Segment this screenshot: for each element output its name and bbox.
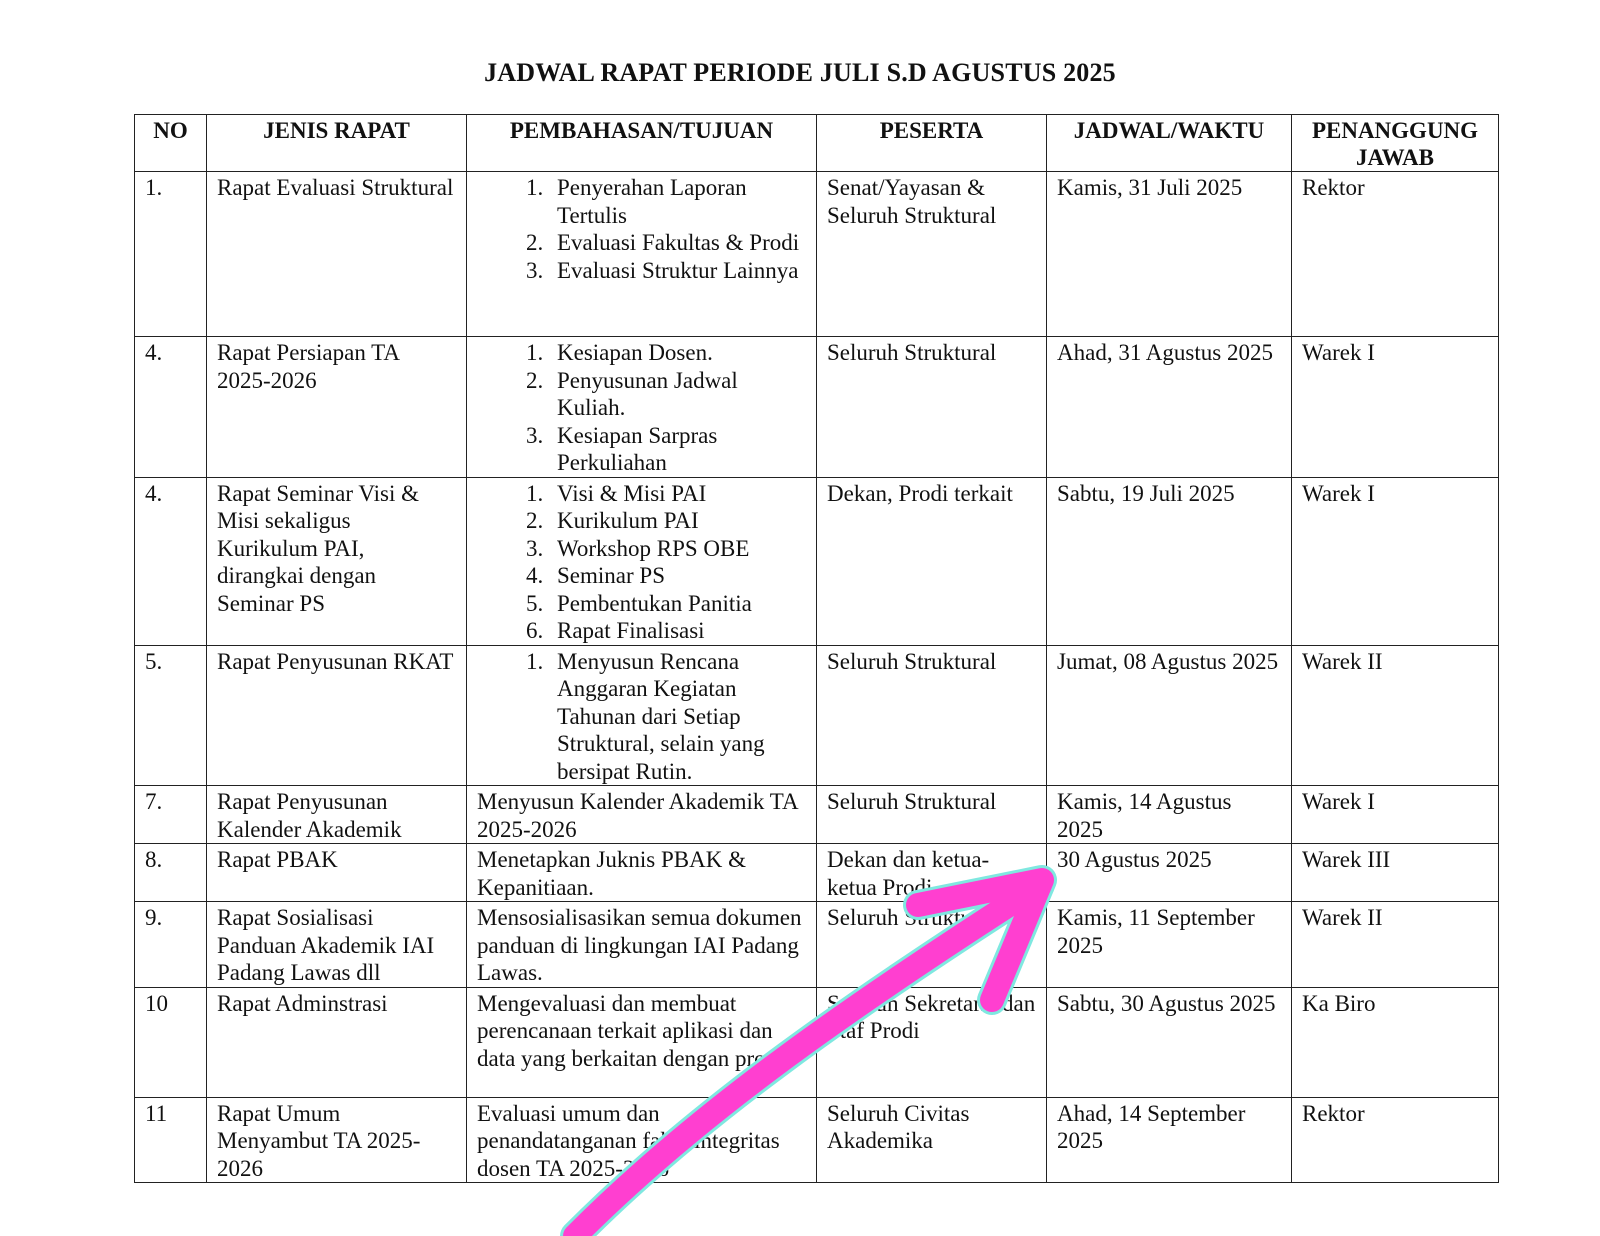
meeting-type: Rapat Umum Menyambut TA 2025-2026 [207, 1097, 467, 1183]
person-in-charge: Warek I [1292, 337, 1499, 478]
agenda-list [477, 480, 806, 645]
row-number: 4. [135, 477, 207, 645]
header-jadwal: JADWAL/WAKTU [1047, 115, 1292, 172]
row-number: 10 [135, 987, 207, 1097]
table-row [135, 902, 1499, 988]
agenda-list [477, 174, 806, 284]
participants: Seluruh Sekretaris dan Staf Prodi [817, 987, 1047, 1097]
agenda-item: 1. Menyusun Rencana Anggaran Kegiatan Tahunan dari Setiap Struktural, selain yang bersipat Rutin. [549, 648, 806, 786]
row-number: 4. [135, 337, 207, 478]
row-number: 5. [135, 645, 207, 786]
schedule-date: Sabtu, 19 Juli 2025 [1047, 477, 1292, 645]
header-peserta: PESERTA [817, 115, 1047, 172]
agenda-item: 2. Kurikulum PAI [549, 507, 806, 535]
participants: Seluruh Struktural [817, 645, 1047, 786]
table-row [135, 337, 1499, 478]
person-in-charge: Rektor [1292, 172, 1499, 337]
meeting-type: Rapat Persiapan TA 2025-2026 [207, 337, 467, 478]
schedule-date: Jumat, 08 Agustus 2025 [1047, 645, 1292, 786]
person-in-charge: Warek III [1292, 844, 1499, 902]
agenda-list [477, 648, 806, 786]
meeting-agenda [467, 337, 817, 478]
agenda-item: 6. Rapat Finalisasi [549, 617, 806, 645]
meeting-agenda [467, 477, 817, 645]
participants: Dekan dan ketua-ketua Prodi [817, 844, 1047, 902]
meeting-type: Rapat PBAK [207, 844, 467, 902]
agenda-item: 1. Visi & Misi PAI [549, 480, 806, 508]
meeting-type: Rapat Seminar Visi & Misi sekaligus Kurikulum PAI, dirangkai dengan Seminar PS [207, 477, 467, 645]
row-number: 7. [135, 786, 207, 844]
person-in-charge: Warek I [1292, 477, 1499, 645]
person-in-charge: Warek I [1292, 786, 1499, 844]
participants: Dekan, Prodi terkait [817, 477, 1047, 645]
table-row [135, 987, 1499, 1097]
participants: Seluruh Struktural [817, 337, 1047, 478]
meeting-agenda: Evaluasi umum dan penandatanganan fakta integritas dosen TA 2025-2026 [467, 1097, 817, 1183]
agenda-item: 2. Penyusunan Jadwal Kuliah. [549, 367, 806, 422]
header-no: NO [135, 115, 207, 172]
schedule-date: 30 Agustus 2025 [1047, 844, 1292, 902]
meeting-type: Rapat Sosialisasi Panduan Akademik IAI Padang Lawas dll [207, 902, 467, 988]
participants: Senat/Yayasan & Seluruh Struktural [817, 172, 1047, 337]
table-row [135, 172, 1499, 337]
meeting-schedule-table [134, 114, 1499, 1183]
meeting-agenda: Mensosialisasikan semua dokumen panduan di lingkungan IAI Padang Lawas. [467, 902, 817, 988]
table-row [135, 1097, 1499, 1183]
agenda-item: 5. Pembentukan Panitia [549, 590, 806, 618]
row-number: 1. [135, 172, 207, 337]
table-row [135, 477, 1499, 645]
schedule-date: Ahad, 31 Agustus 2025 [1047, 337, 1292, 478]
schedule-date: Ahad, 14 September 2025 [1047, 1097, 1292, 1183]
agenda-item: 3. Workshop RPS OBE [549, 535, 806, 563]
meeting-agenda: Menyusun Kalender Akademik TA 2025-2026 [467, 786, 817, 844]
header-pembahasan: PEMBAHASAN/TUJUAN [467, 115, 817, 172]
schedule-date: Kamis, 11 September 2025 [1047, 902, 1292, 988]
agenda-item: 3. Kesiapan Sarpras Perkuliahan [549, 422, 806, 477]
schedule-date: Kamis, 14 Agustus 2025 [1047, 786, 1292, 844]
document-title: JADWAL RAPAT PERIODE JULI S.D AGUSTUS 2025 [484, 58, 1116, 87]
table-row [135, 645, 1499, 786]
agenda-item: 2. Evaluasi Fakultas & Prodi [549, 229, 806, 257]
schedule-date: Sabtu, 30 Agustus 2025 [1047, 987, 1292, 1097]
row-number: 11 [135, 1097, 207, 1183]
meeting-agenda [467, 645, 817, 786]
meeting-type: Rapat Penyusunan Kalender Akademik [207, 786, 467, 844]
meeting-type: Rapat Penyusunan RKAT [207, 645, 467, 786]
row-number: 8. [135, 844, 207, 902]
agenda-item: 1. Kesiapan Dosen. [549, 339, 806, 367]
person-in-charge: Ka Biro [1292, 987, 1499, 1097]
header-penanggung-jawab: PENANGGUNG JAWAB [1292, 115, 1499, 172]
table-header-row [135, 115, 1499, 172]
table-row [135, 844, 1499, 902]
meeting-agenda [467, 172, 817, 337]
participants: Seluruh Struktural [817, 902, 1047, 988]
agenda-item: 1. Penyerahan Laporan Tertulis [549, 174, 806, 229]
participants: Seluruh Struktural [817, 786, 1047, 844]
row-number: 9. [135, 902, 207, 988]
header-jenis-rapat: JENIS RAPAT [207, 115, 467, 172]
meeting-type: Rapat Evaluasi Struktural [207, 172, 467, 337]
meeting-agenda: Menetapkan Juknis PBAK & Kepanitiaan. [467, 844, 817, 902]
meeting-type: Rapat Adminstrasi [207, 987, 467, 1097]
person-in-charge: Rektor [1292, 1097, 1499, 1183]
agenda-item: 4. Seminar PS [549, 562, 806, 590]
person-in-charge: Warek II [1292, 902, 1499, 988]
person-in-charge: Warek II [1292, 645, 1499, 786]
table-row [135, 786, 1499, 844]
agenda-item: 3. Evaluasi Struktur Lainnya [549, 257, 806, 285]
agenda-list [477, 339, 806, 477]
meeting-agenda: Mengevaluasi dan membuat perencanaan terkait aplikasi dan data yang berkaitan dengan prodi. [467, 987, 817, 1097]
schedule-date: Kamis, 31 Juli 2025 [1047, 172, 1292, 337]
participants: Seluruh Civitas Akademika [817, 1097, 1047, 1183]
